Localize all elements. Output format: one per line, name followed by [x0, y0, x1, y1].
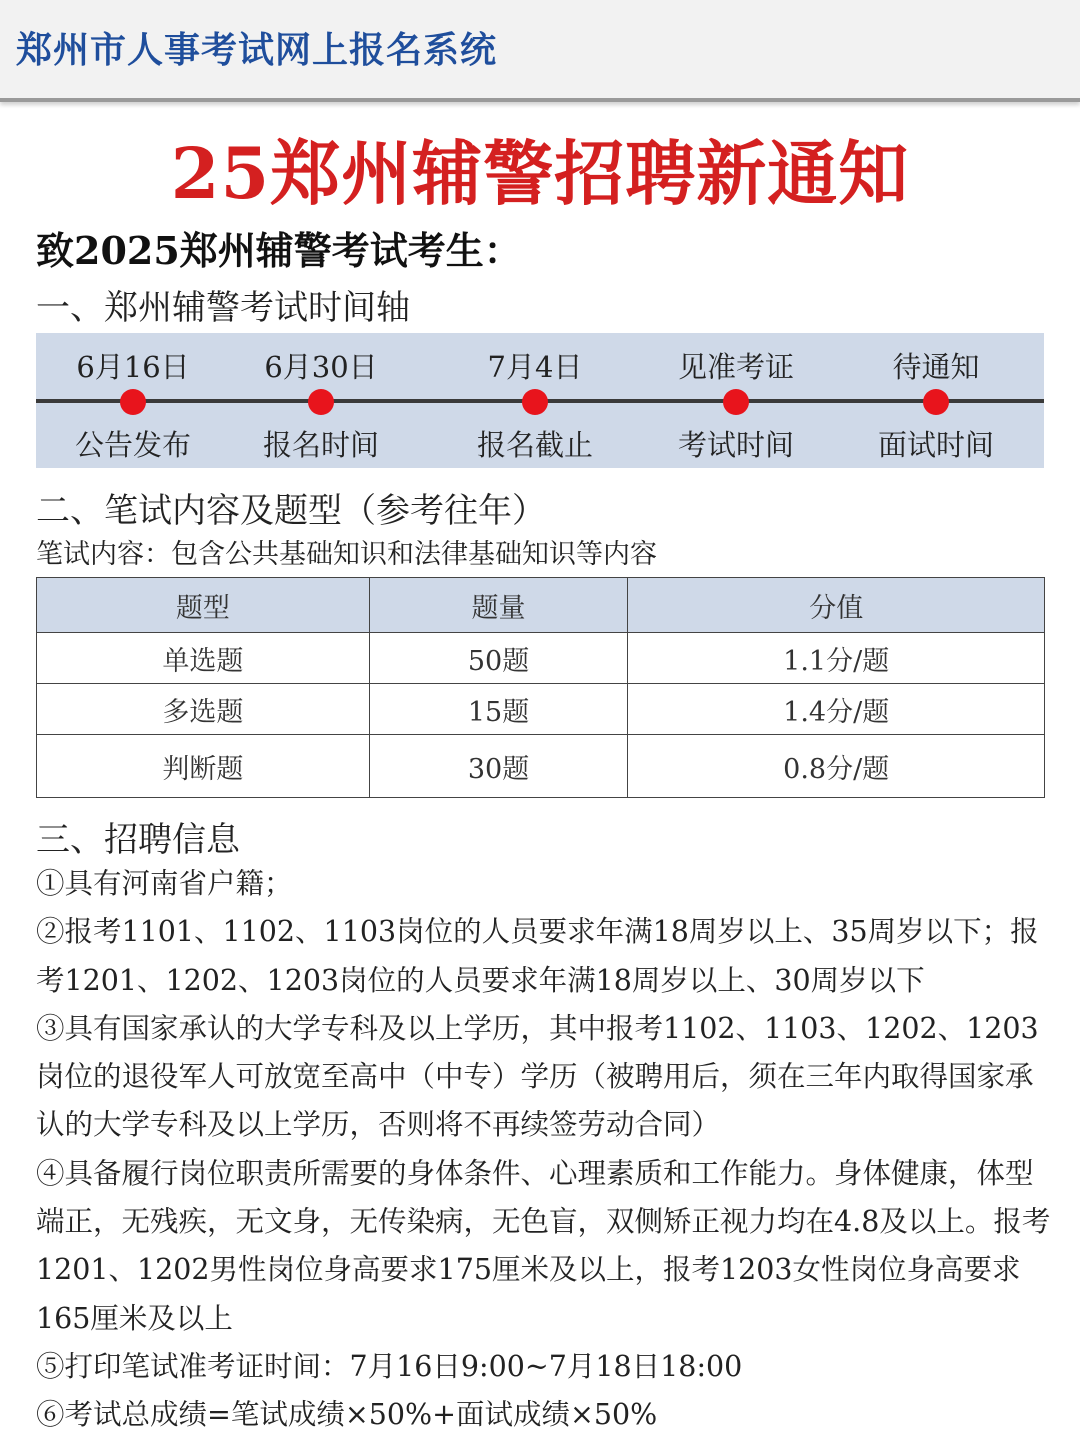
- requirement-item: ⑤打印笔试准考证时间：7月16日9:00~7月18日18:00: [36, 1349, 743, 1383]
- timeline-date: 6月16日: [76, 350, 190, 384]
- requirement-item: ③具有国家承认的大学专科及以上学历，其中报考1102、1103、1202、1203岗位的退役军人可放宽至高中（中专）学历（被聘用后，须在三年内取得国家承认的大学专科及以上学历，否则将不再续签劳动合同）: [36, 1011, 1039, 1142]
- timeline-dot: [120, 389, 146, 415]
- timeline-dot: [308, 389, 334, 415]
- timeline-date: 7月4日: [487, 350, 583, 384]
- exam-content-note: 笔试内容：包含公共基础知识和法律基础知识等内容: [36, 539, 657, 570]
- column-header: 题量: [369, 578, 628, 633]
- requirement-item: ⑥考试总成绩=笔试成绩×50%+面试成绩×50%: [36, 1398, 658, 1432]
- column-header: 题型: [37, 578, 370, 633]
- table-cell: 单选题: [37, 633, 370, 684]
- exam-format-table: [36, 577, 1045, 798]
- table-cell: 50题: [369, 633, 628, 684]
- timeline-label: 报名截止: [476, 428, 593, 462]
- site-header: [0, 0, 1080, 102]
- table-cell: 1.1分/题: [628, 633, 1045, 684]
- page-title: 25郑州辅警招聘新通知: [170, 132, 910, 215]
- site-title[interactable]: 郑州市人事考试网上报名系统: [16, 30, 498, 71]
- timeline-label: 考试时间: [677, 428, 794, 462]
- timeline-item: [636, 333, 836, 468]
- requirement-item: ①具有河南省户籍；: [36, 867, 293, 900]
- timeline-label: 报名时间: [262, 428, 379, 462]
- table-cell: 15题: [369, 684, 628, 735]
- requirement-item: ②报考1101、1102、1103岗位的人员要求年满18周岁以上、35周岁以下；报考1201、1202、1203岗位的人员要求年满18周岁以上、30周岁以下: [36, 915, 1039, 997]
- timeline-item: [435, 333, 635, 468]
- timeline-dot: [723, 389, 749, 415]
- table-cell: 30题: [369, 735, 628, 798]
- timeline-item: [33, 333, 233, 468]
- greeting: 致2025郑州辅警考试考生：: [36, 228, 522, 273]
- requirement-item: ④具备履行岗位职责所需要的身体条件、心理素质和工作能力。身体健康，体型端正，无残疾，无文身，无传染病，无色盲，双侧矫正视力均在4.8及以上。报考1201、1202男性岗位身高要求175厘米及以上，报考1203女性岗位身高要求165厘米及以上: [36, 1156, 1051, 1335]
- timeline-dot: [522, 389, 548, 415]
- column-header: 分值: [628, 578, 1045, 633]
- table-row: [37, 633, 1045, 684]
- table-cell: 0.8分/题: [628, 735, 1045, 798]
- timeline-date: 见准考证: [677, 350, 794, 384]
- table-header-row: [37, 578, 1045, 633]
- timeline-label: 公告发布: [74, 428, 191, 462]
- table-row: [37, 735, 1045, 798]
- timeline-label: 面试时间: [877, 428, 994, 462]
- table-cell: 多选题: [37, 684, 370, 735]
- timeline-item: [221, 333, 421, 468]
- timeline-dot: [923, 389, 949, 415]
- timeline-date: 待通知: [892, 350, 980, 384]
- section-exam-heading: 二、笔试内容及题型（参考往年）: [36, 491, 546, 531]
- section-timeline-heading: 一、郑州辅警考试时间轴: [36, 288, 410, 328]
- timeline-item: [836, 333, 1036, 468]
- table-cell: 判断题: [37, 735, 370, 798]
- table-row: [37, 684, 1045, 735]
- timeline: [36, 333, 1044, 468]
- recruitment-requirements: [36, 860, 1051, 1440]
- timeline-date: 6月30日: [264, 350, 378, 384]
- section-recruit-heading: 三、招聘信息: [36, 820, 240, 860]
- table-cell: 1.4分/题: [628, 684, 1045, 735]
